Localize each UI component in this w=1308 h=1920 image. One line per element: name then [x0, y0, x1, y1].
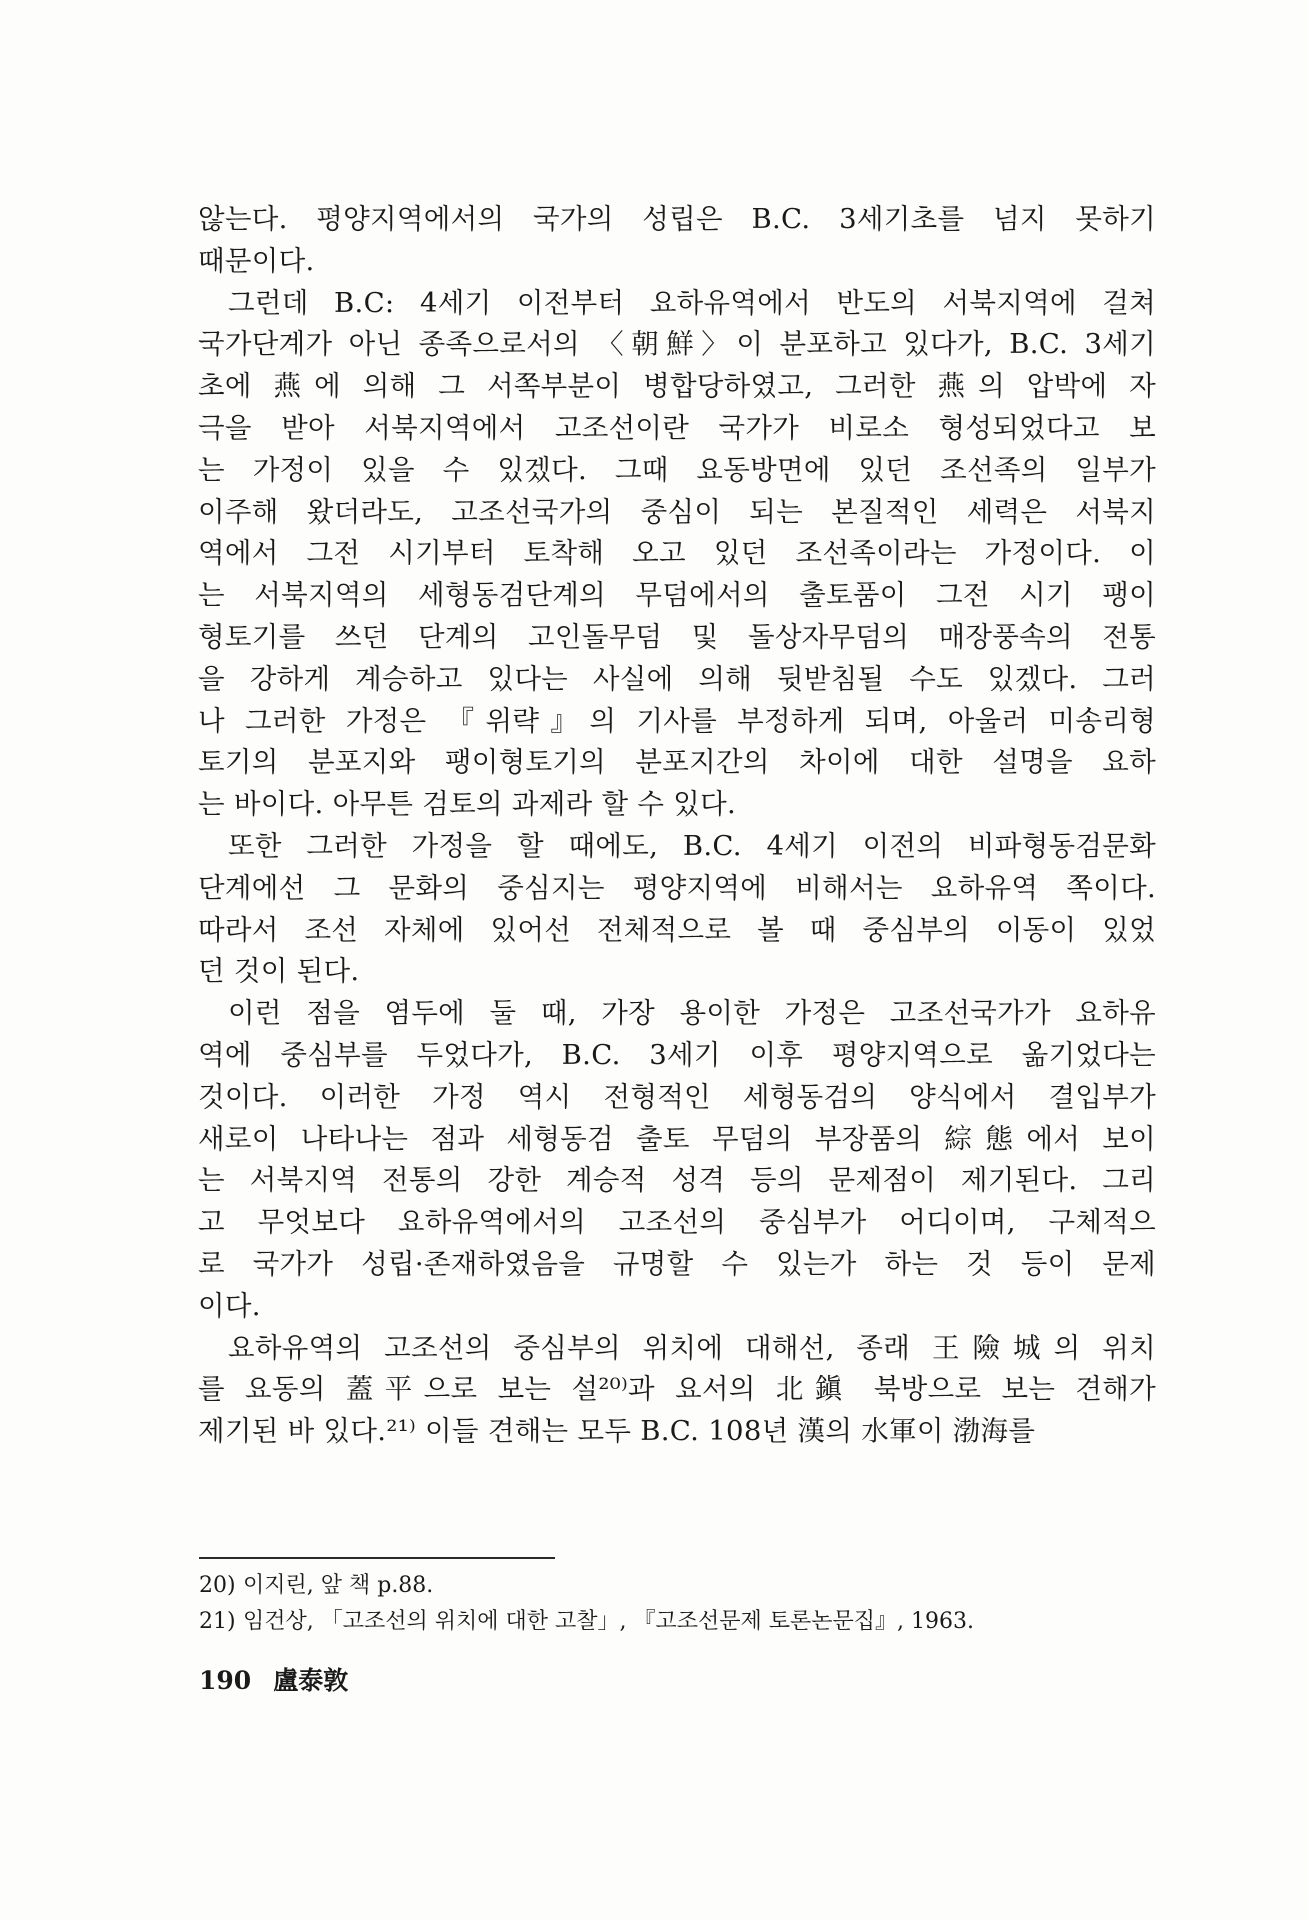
footnote-text: 임건상, 「고조선의 위치에 대한 고찰」, 『고조선문제 토론논문집』, 1963.	[243, 1609, 974, 1634]
text-line: 이런 점을 염두에 둘 때, 가장 용이한 가정은 고조선국가가 요하유	[228, 997, 1156, 1030]
text-line: 제기된 바 있다.²¹⁾ 이들 견해는 모두 B.C. 108년 漢의 水軍이 渤海를	[198, 1415, 1036, 1448]
text-line: 또한 그러한 가정을 할 때에도, B.C. 4세기 이전의 비파형동검문화	[228, 829, 1156, 862]
text-line: 않는다. 평양지역에서의 국가의 성립은 B.C. 3세기초를 넘지 못하기	[198, 203, 1156, 235]
page-number: 190	[199, 1666, 252, 1695]
text-line: 역에서 그전 시기부터 토착해 오고 있던 조선족이라는 가정이다. 이	[198, 537, 1156, 570]
text-line: 고 무엇보다 요하유역에서의 고조선의 중심부가 어디이며, 구체적으	[198, 1206, 1156, 1239]
text-line: 토기의 분포지와 팽이형토기의 분포지간의 차이에 대한 설명을 요하	[198, 746, 1156, 779]
text-line: 는 서북지역 전통의 강한 계승적 성격 등의 문제점이 제기된다. 그리	[198, 1164, 1156, 1197]
text-line: 형토기를 쓰던 단계의 고인돌무덤 및 돌상자무덤의 매장풍속의 전통	[198, 620, 1156, 653]
footnote-text: 이지린, 앞 책 p.88.	[243, 1573, 434, 1598]
text-line: 단계에선 그 문화의 중심지는 평양지역에 비해서는 요하유역 쪽이다.	[198, 871, 1156, 904]
text-line: 던 것이 된다.	[198, 955, 360, 988]
text-line: 것이다. 이러한 가정 역시 전형적인 세형동검의 양식에서 결입부가	[198, 1080, 1156, 1113]
text-line: 나 그러한 가정은 『위략』의 기사를 부정하게 되며, 아울러 미송리형	[198, 704, 1156, 737]
text-line: 새로이 나타나는 점과 세형동검 출토 무덤의 부장품의 綜態에서 보이	[198, 1122, 1156, 1155]
text-line: 로 국가가 성립·존재하였음을 규명할 수 있는가 하는 것 등이 문제	[198, 1247, 1156, 1280]
text-line: 는 가정이 있을 수 있겠다. 그때 요동방면에 있던 조선족의 일부가	[198, 453, 1156, 486]
text-line: 을 강하게 계승하고 있다는 사실에 의해 뒷받침될 수도 있겠다. 그러	[198, 662, 1156, 695]
footnote-21	[199, 1604, 1157, 1640]
author-name: 盧泰敦	[273, 1666, 349, 1695]
text-line: 역에 중심부를 두었다가, B.C. 3세기 이후 평양지역으로 옮기었다는	[198, 1038, 1156, 1071]
body-text	[198, 199, 1156, 1453]
footnote-20	[199, 1568, 1157, 1604]
page-footer	[199, 1664, 348, 1698]
footnote-number: 21)	[199, 1609, 236, 1634]
text-line: 이주해 왔더라도, 고조선국가의 중심이 되는 본질적인 세력은 서북지	[198, 495, 1156, 528]
text-line: 초에 燕에 의해 그 서쪽부분이 병합당하였고, 그러한 燕의 압박에 자	[198, 370, 1156, 403]
text-line: 그런데 B.C: 4세기 이전부터 요하유역에서 반도의 서북지역에 걸쳐	[228, 286, 1156, 319]
footnote-divider	[199, 1557, 555, 1559]
footnotes	[199, 1568, 1157, 1640]
text-line: 를 요동의 蓋平으로 보는 설²⁰⁾과 요서의 北鎭 북방으로 보는 견해가	[198, 1373, 1156, 1406]
text-line: 극을 받아 서북지역에서 고조선이란 국가가 비로소 형성되었다고 보	[198, 411, 1156, 444]
text-line: 때문이다.	[198, 244, 315, 277]
text-line: 국가단계가 아닌 종족으로서의 〈朝鮮〉이 분포하고 있다가, B.C. 3세기	[198, 328, 1156, 361]
text-line: 따라서 조선 자체에 있어선 전체적으로 볼 때 중심부의 이동이 있었	[198, 913, 1156, 946]
text-line: 는 서북지역의 세형동검단계의 무덤에서의 출토품이 그전 시기 팽이	[198, 579, 1156, 612]
paragraph-5	[198, 1328, 1156, 1453]
paragraph-3	[198, 826, 1156, 993]
paragraph-2	[198, 283, 1156, 826]
text-line: 이다.	[198, 1289, 261, 1322]
text-line: 는 바이다. 아무튼 검토의 과제라 할 수 있다.	[198, 788, 737, 821]
paragraph-1	[198, 199, 1156, 283]
text-line: 요하유역의 고조선의 중심부의 위치에 대해선, 종래 王險城의 위치	[228, 1331, 1156, 1364]
paragraph-4	[198, 993, 1156, 1327]
footnote-number: 20)	[199, 1573, 236, 1598]
